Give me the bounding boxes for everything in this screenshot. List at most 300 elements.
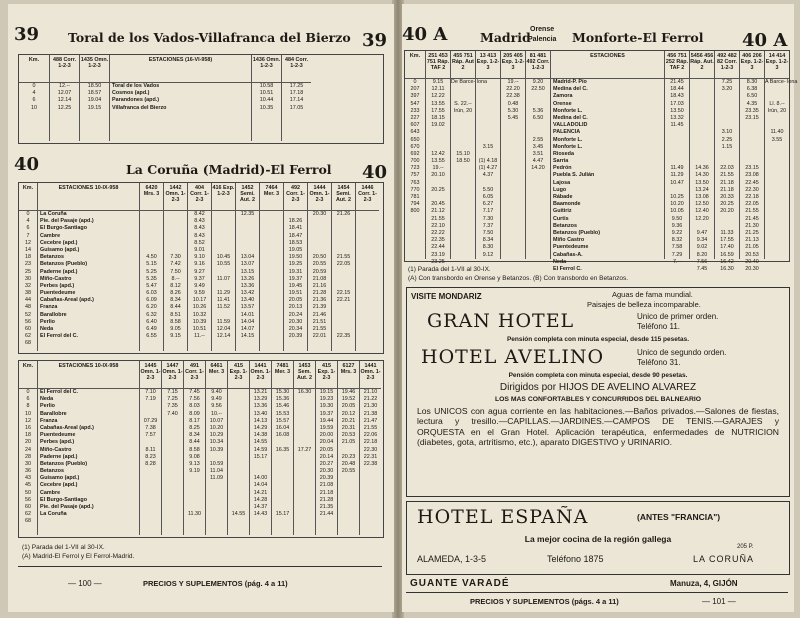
table-cell: 763 [410, 179, 420, 186]
table-cell [356, 247, 379, 254]
table-cell: 8 [26, 403, 30, 410]
table-cell [501, 158, 525, 165]
table-cell [526, 93, 550, 100]
table-cell: 20 [25, 439, 31, 446]
table-cell [212, 283, 235, 290]
train-column [271, 361, 293, 535]
table-cell: Madrid-P. Pío [553, 79, 587, 85]
table-cell [332, 225, 355, 232]
table-cell [260, 240, 283, 247]
table-cell: 14.43 [253, 511, 268, 518]
hotel-price-note: Pensión completa con minuta especial, desde 115 pesetas. [506, 336, 690, 343]
table-cell [140, 218, 163, 225]
table-cell: 22.22 [431, 229, 445, 236]
table-cell: 11.45 [670, 122, 684, 129]
table-cell: 19.30 [319, 403, 334, 410]
table-cell [715, 158, 739, 165]
train-column [211, 183, 235, 351]
table-cell: 13.24 [695, 186, 709, 193]
table-cell: Miño-Castro [40, 446, 72, 453]
table-cell [451, 230, 475, 237]
km-column [19, 183, 37, 351]
table-cell: 11.29 [216, 290, 231, 297]
table-cell: VALLADOLID [553, 122, 588, 129]
table-cell [338, 447, 359, 454]
table-cell [476, 259, 500, 266]
table-cell: 7.42 [170, 261, 181, 268]
table-cell: 22.35 [336, 333, 351, 340]
table-cell [765, 115, 789, 122]
table-cell: 207 [410, 86, 420, 93]
table-cell: 21.08 [312, 275, 327, 282]
table-cell [740, 144, 764, 151]
table-cell [228, 461, 249, 468]
table-cell [356, 283, 379, 290]
hotel-phone: Teléfono 31. [637, 358, 681, 367]
table-cell: 4.47 [532, 158, 544, 165]
table-cell: 20.13 [288, 304, 303, 311]
table-cell [272, 439, 293, 446]
table-cell: 20.04 [319, 439, 334, 446]
column-header: 416 Exp. 1-2-3 [212, 183, 235, 211]
hotel-phone: Teléfono 11. [637, 322, 680, 331]
table-cell: 0 [26, 389, 30, 395]
table-cell: 8.03 [189, 403, 200, 410]
table-cell [715, 93, 739, 100]
table-cell [451, 122, 475, 129]
table-cell: 14.55 [253, 439, 268, 446]
table-cell: 10.39 [209, 446, 224, 453]
table-cell: 28 [25, 453, 31, 460]
table-cell: 8.52 [194, 239, 205, 246]
table-cell: 9.15 [432, 79, 444, 85]
table-cell: 7.15 [167, 389, 178, 395]
table-cell: 22.30 [363, 446, 378, 453]
table-cell: 10.17 [192, 297, 207, 304]
train-column [187, 183, 211, 351]
table-cell [212, 269, 235, 276]
table-cell [260, 233, 283, 240]
right-page [402, 4, 798, 612]
table-cell: 11.40 [770, 129, 784, 136]
table-cell: 14.20 [531, 165, 545, 172]
table-cell: 10.47 [670, 179, 684, 186]
table-cell [715, 108, 739, 115]
table-cell: 23.15 [745, 114, 759, 121]
table-cell [451, 187, 475, 194]
table-cell: 56 [25, 318, 31, 325]
table-cell [272, 468, 293, 475]
table-cell: Rábade [553, 194, 573, 200]
table-cell: 10.55 [216, 261, 231, 268]
table-cell: 50 [25, 489, 31, 496]
hotel-name: HOTEL ESPAÑA [417, 506, 589, 528]
table-cell [260, 254, 283, 261]
table-cell: 21.16 [312, 282, 327, 289]
table-cell [140, 490, 161, 497]
table-cell [206, 482, 227, 489]
train-column [331, 183, 355, 351]
table-cell: 8.17 [189, 417, 200, 424]
table-cell: 14.13 [253, 417, 268, 424]
table-cell [140, 211, 163, 218]
table-cell [740, 122, 764, 129]
table-cell [162, 447, 183, 454]
table-cell [162, 468, 183, 475]
table-cell: 12.04 [216, 326, 231, 332]
table-cell: 800 [410, 208, 420, 215]
table-cell: 21.55 [745, 208, 759, 215]
table-cell [665, 144, 689, 151]
table-cell: 12.22 [431, 93, 445, 100]
table-cell: Perbes (apd.) [40, 282, 75, 289]
table-cell: 670 [410, 143, 420, 150]
table-cell: 3.20 [721, 86, 733, 93]
table-cell: 233 [410, 107, 420, 114]
table-cell [501, 252, 525, 259]
table-cell: 7.57 [145, 432, 156, 439]
table-cell: 650 [410, 136, 420, 143]
table-cell [140, 504, 161, 511]
table-cell: 21.39 [312, 304, 327, 311]
table-cell: 20.30 [319, 468, 334, 475]
table-cell: 21.55 [336, 254, 351, 261]
table-cell: 20.45 [431, 201, 445, 208]
table-cell: 21.51 [312, 318, 327, 325]
footer-text: PRECIOS Y SUPLEMENTOS (págs. 4 a 11) [470, 597, 619, 606]
table-cell: 68 [25, 340, 31, 347]
table-cell: 1.15 [721, 143, 733, 150]
table-cell [690, 93, 714, 100]
table-cell [451, 259, 475, 266]
table-cell: 17.27 [297, 446, 312, 453]
table-cell [715, 151, 739, 158]
table-title: Toral de los Vados-Villafranca del Bierzo [68, 30, 351, 45]
train-column [293, 361, 315, 535]
table-cell: 9.08 [189, 453, 200, 460]
table-cell [526, 230, 550, 237]
table-cell: 22.18 [745, 194, 759, 200]
table-cell: 547 [410, 100, 420, 107]
table-cell [356, 240, 379, 247]
table-cell [356, 261, 379, 268]
table-cell: 17.03 [670, 100, 684, 107]
table-cell: 8.30 [746, 79, 758, 85]
table-cell: 21.45 [745, 215, 759, 222]
table-cell [294, 439, 315, 446]
table-cell [356, 326, 379, 333]
table-cell [715, 223, 739, 230]
table-cell: Puentedeume [40, 290, 76, 297]
table-cell [164, 211, 187, 218]
table-cell: 723 [410, 165, 420, 172]
table-cell [451, 208, 475, 215]
table-cell: 21.30 [363, 403, 378, 410]
hotel-former-name: (ANTES "FRANCIA") [637, 512, 721, 522]
table-cell: 5.36 [532, 107, 544, 114]
timetable-coruna-ferrol [18, 182, 384, 354]
stations-column [37, 361, 139, 535]
table-cell: 12 [25, 417, 31, 424]
table-cell: Pedrón [553, 165, 572, 172]
table-cell [294, 396, 315, 403]
train-column [79, 55, 109, 141]
table-cell [260, 269, 283, 276]
table-cell [451, 252, 475, 259]
table-cell [184, 482, 205, 489]
table-cell: 18.53 [288, 239, 303, 246]
table-cell: 9.34 [696, 237, 708, 244]
ad-tagline: Aguas de fama mundial. [612, 290, 693, 299]
hotel-address: ALAMEDA, 1-3-5 [417, 554, 487, 564]
table-cell [690, 137, 714, 144]
table-cell: 2.55 [532, 136, 544, 143]
table-cell: 13.08 [695, 194, 709, 200]
table-cell [765, 223, 789, 230]
table-cell [501, 230, 525, 237]
table-cell [476, 180, 500, 187]
table-cell [501, 172, 525, 179]
table-cell [162, 432, 183, 439]
table-cell: Perbes (apd.) [40, 439, 75, 446]
page-number: — 101 — [702, 597, 736, 606]
table-cell: Miño-Castro [40, 275, 72, 282]
table-cell [356, 218, 379, 225]
table-cell: Irún, 20 [453, 107, 473, 114]
table-cell: 7.25 [167, 396, 178, 403]
table-cell: 18.44 [670, 86, 684, 93]
train-column [139, 361, 161, 535]
table-cell: 8.12 [170, 282, 181, 289]
table-cell [526, 252, 550, 259]
table-cell [228, 447, 249, 454]
table-cell: Cecebre (apd.) [40, 482, 78, 489]
train-column [163, 183, 187, 351]
hotel-phone: Teléfono 1875 [547, 554, 604, 564]
column-header: Km. [19, 361, 37, 389]
table-cell [765, 122, 789, 129]
table-cell: 0 [32, 83, 36, 89]
train-column [337, 361, 359, 535]
table-cell: 13.29 [253, 396, 268, 403]
table-cell: 0 [413, 79, 417, 85]
table-cell: 0 [26, 211, 30, 217]
table-cell [228, 425, 249, 432]
table-cell [260, 247, 283, 254]
table-cell: 9.49 [211, 396, 222, 403]
table-cell: Toral de los Vados [112, 83, 160, 89]
table-cell: 13.55 [431, 158, 445, 165]
table-cell [272, 504, 293, 511]
table-cell: Monforte L. [553, 107, 583, 114]
table-cell [332, 247, 355, 254]
table-cell [451, 223, 475, 230]
bottom-advert-address: Manuza, 4, GIJÓN [670, 579, 738, 588]
table-cell: 19.15 [319, 389, 334, 395]
table-cell: 20.53 [745, 251, 759, 258]
table-cell: 21.05 [745, 244, 759, 251]
table-cell: 15.53 [275, 410, 290, 417]
table-cell: 18.41 [288, 225, 303, 232]
table-cell: 56 [25, 496, 31, 503]
column-header: 14 414 Exp. 1-2-3 [765, 51, 789, 79]
table-cell: De Barce- lona [451, 79, 487, 85]
advert-mondariz [406, 287, 790, 497]
table-cell: 11.30 [187, 511, 202, 518]
table-cell: 8.09 [189, 410, 200, 417]
table-cell [332, 240, 355, 247]
table-cell [212, 211, 235, 218]
table-cell [690, 79, 714, 86]
table-cell: 22.45 [745, 179, 759, 186]
table-cell: 14.30 [695, 172, 709, 179]
table-cell [476, 101, 500, 108]
table-cell: 4.50 [146, 254, 157, 261]
column-header: Km. [19, 55, 49, 83]
table-cell [356, 304, 379, 311]
table-cell: 14.04 [240, 318, 255, 325]
table-cell [212, 240, 235, 247]
column-header: ESTACIONES 10-IX-958 [38, 361, 139, 389]
table-cell [526, 180, 550, 187]
table-cell: Neda [40, 396, 54, 403]
table-cell [332, 276, 355, 283]
table-cell: 20.40 [745, 258, 759, 265]
table-cell [162, 490, 183, 497]
table-cell: 11.09 [209, 475, 224, 482]
table-cell: 227 [410, 114, 420, 121]
table-cell [338, 511, 359, 518]
table-cell: 44 [25, 297, 31, 304]
table-cell: Parandones (apd.) [112, 97, 160, 104]
table-cell: 14 [25, 246, 31, 253]
table-cell [162, 504, 183, 511]
table-cell: 12.14 [57, 97, 72, 104]
footnote: (A) Con transbordo en Orense y Betanzos. (B) Con transbordo en Betanzos. [408, 275, 629, 282]
column-header: ESTACIONES (16-VI-958) [110, 55, 251, 83]
table-cell [501, 259, 525, 266]
table-cell: 19.15 [87, 104, 102, 111]
table-cell: 6.50 [746, 93, 758, 100]
table-cell: 21.35 [319, 504, 334, 510]
table-cell [690, 158, 714, 165]
table-cell: 12 [25, 239, 31, 246]
table-cell [228, 389, 249, 396]
table-cell: 20.25 [431, 186, 445, 193]
table-cell: 25 [25, 268, 31, 275]
table-cell [140, 497, 161, 504]
table-cell: 7.45 [696, 265, 708, 272]
table-cell: 20.55 [341, 468, 356, 475]
footnote: (1) Parada del 1-VII al 30-IX. [22, 544, 105, 551]
table-cell [765, 230, 789, 237]
column-header: 7464 Mer. 3 [260, 183, 283, 211]
table-cell [140, 439, 161, 446]
table-cell [338, 504, 359, 511]
table-cell [426, 194, 450, 201]
table-cell: 4.35 [746, 100, 758, 107]
table-cell [765, 244, 789, 251]
table-cell [162, 418, 183, 425]
table-cell: 68 [25, 518, 31, 525]
table-cell [356, 297, 379, 304]
table-cell: 7.45 [189, 389, 200, 395]
table-cell: 20.27 [319, 460, 334, 467]
table-cell [212, 233, 235, 240]
table-cell: 19.23 [319, 396, 334, 403]
table-cell: 7.17 [482, 208, 494, 215]
table-cell: 12.07 [57, 90, 72, 97]
table-cell: Paderne (apd.) [40, 453, 78, 460]
table-cell: 12.35 [240, 211, 255, 217]
table-cell: 18.26 [288, 218, 303, 225]
table-cell [228, 439, 249, 446]
table-cell [526, 194, 550, 201]
table-cell [526, 244, 550, 251]
column-header: 1444 Omn. 1-2-3 [308, 183, 331, 211]
table-cell: 13.50 [695, 179, 709, 186]
table-cell: 7.29 [671, 251, 683, 258]
table-cell: Miño Castro [553, 237, 585, 244]
table-cell: 20.30 [288, 318, 303, 325]
table-cell [740, 137, 764, 144]
table-cell [526, 208, 550, 215]
table-cell [476, 129, 500, 136]
footer-text: PRECIOS Y SUPLEMENTOS (pág. 4 a 11) [143, 579, 288, 588]
table-cell [715, 216, 739, 223]
table-cell: 48 [25, 304, 31, 311]
table-cell: 22.03 [720, 165, 734, 172]
table-cell: (1) 4.18 [478, 158, 498, 165]
table-cell: 7.19 [145, 396, 156, 403]
table-cell: 13.07 [240, 261, 255, 268]
table-cell [260, 261, 283, 268]
table-cell: 3.51 [532, 150, 544, 157]
km-column [19, 55, 49, 141]
table-cell [765, 93, 789, 100]
table-cell: 21.55 [431, 215, 445, 222]
footnote: (A) Madrid-El Ferrol y El Ferrol-Madrid. [22, 553, 135, 560]
table-cell [140, 475, 161, 482]
table-cell [228, 490, 249, 497]
column-header: 1453 Sem. Aut. 2 [294, 361, 315, 389]
table-cell [501, 151, 525, 158]
table-cell: 3.55 [771, 136, 783, 143]
table-cell: Betanzos [40, 254, 64, 261]
table-cell [260, 297, 283, 304]
table-cell [526, 259, 550, 266]
table-cell [690, 101, 714, 108]
column-header: 7481 Mer. 3 [272, 361, 293, 389]
page-section-number: 39 [14, 24, 40, 45]
table-cell: 16.59 [720, 251, 734, 258]
table-cell [690, 86, 714, 93]
table-cell: 23.25 [431, 258, 445, 265]
table-cell: 9.37 [194, 275, 205, 282]
table-cell: El Ferrol del C. [40, 333, 79, 340]
column-header: 491 Corr. 1-2-3 [184, 361, 205, 389]
table-cell: 21.28 [312, 290, 327, 297]
table-cell [260, 218, 283, 225]
column-header: 406 206 Exp. 1-2-3 [740, 51, 764, 79]
table-cell [332, 312, 355, 319]
table-cell: 7.37 [482, 222, 494, 229]
table-cell: 22.15 [336, 290, 351, 297]
table-cell: 14.21 [253, 489, 268, 496]
table-cell: 13.55 [431, 100, 445, 107]
column-header: 1441 Omn. 1-2-3 [360, 361, 381, 389]
table-cell: Paderne (apd.) [40, 268, 78, 275]
